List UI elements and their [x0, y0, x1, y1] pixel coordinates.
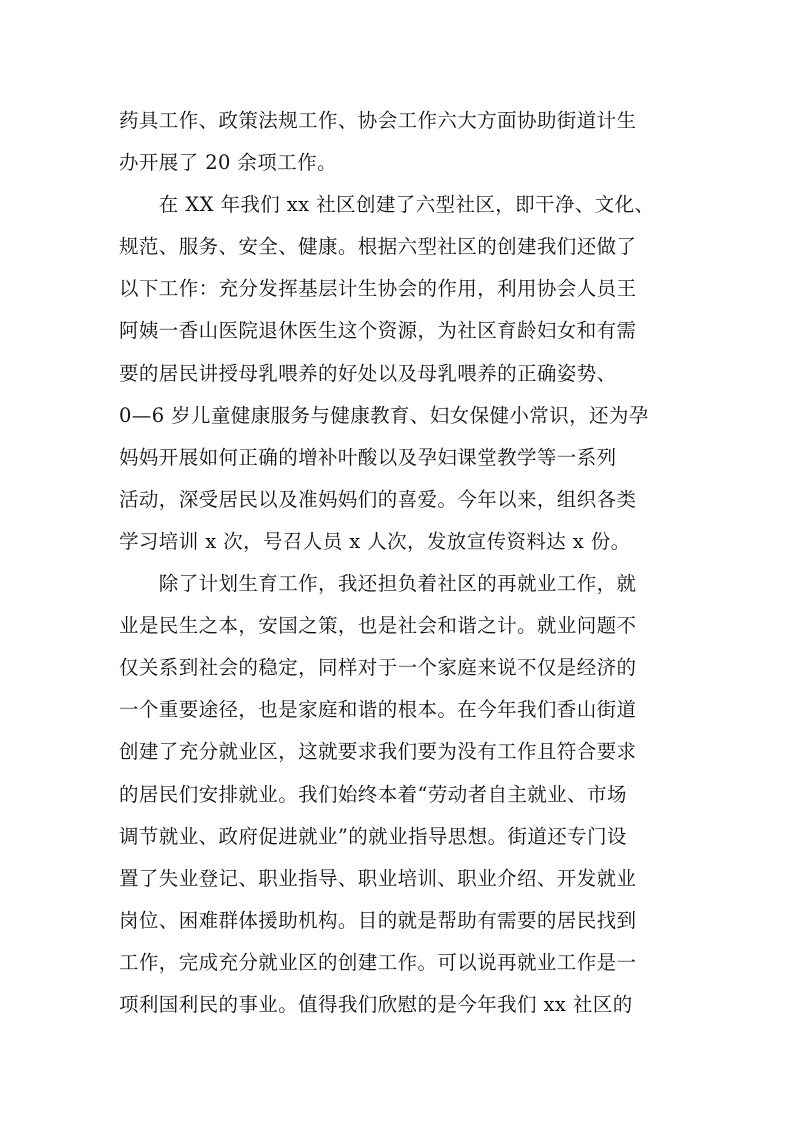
text-line: 药具工作、政策法规工作、协会工作六大方面协助街道计生	[119, 109, 637, 132]
text-line: 活动，深受居民以及准妈妈们的喜爱。今年以来，组织各类	[119, 487, 637, 511]
text-line: 工作，完成充分就业区的创建工作。可以说再就业工作是一	[119, 950, 637, 974]
text-line: 一个重要途径，也是家庭和谐的根本。在今年我们香山街道	[119, 698, 637, 722]
text-line: 在 XX 年我们 xx 社区创建了六型社区，即干净、文化、	[119, 193, 655, 217]
text-line: 调节就业、政府促进就业”的就业指导思想。街道还专门设	[119, 824, 627, 848]
text-line: 岗位、困难群体援助机构。目的就是帮助有需要的居民找到	[119, 908, 637, 932]
text-line: 项利国利民的事业。值得我们欣慰的是今年我们 xx 社区的	[119, 992, 633, 1016]
text-line: 置了失业登记、职业指导、职业培训、职业介绍、开发就业	[119, 866, 637, 890]
text-line: 规范、服务、安全、健康。根据六型社区的创建我们还做了	[119, 235, 637, 259]
text-line: 要的居民讲授母乳喂养的好处以及母乳喂养的正确姿势、	[119, 361, 617, 385]
body-text	[119, 100, 679, 1026]
text-line: 业是民生之本，安国之策，也是社会和谐之计。就业问题不	[119, 614, 637, 638]
text-line: 办开展了 20 余项工作。	[119, 151, 337, 175]
text-line: 仅关系到社会的稳定，同样对于一个家庭来说不仅是经济的	[119, 656, 637, 680]
text-line: 0—6 岁儿童健康服务与健康教育、妇女保健小常识，还为孕	[119, 403, 649, 427]
text-line: 除了计划生育工作，我还担负着社区的再就业工作，就	[119, 572, 637, 596]
text-line: 的居民们安排就业。我们始终本着“劳动者自主就业、市场	[119, 782, 627, 806]
text-line: 阿姨一香山医院退休医生这个资源，为社区育龄妇女和有需	[119, 319, 637, 343]
text-line: 以下工作：充分发挥基层计生协会的作用，利用协会人员王	[119, 277, 637, 301]
text-line: 学习培训 x 次，号召人员 x 人次，发放宣传资料达 x 份。	[119, 529, 631, 553]
text-line: 妈妈开展如何正确的增补叶酸以及孕妇课堂教学等一系列	[119, 445, 617, 469]
text-line: 创建了充分就业区，这就要求我们要为没有工作且符合要求	[119, 740, 637, 764]
